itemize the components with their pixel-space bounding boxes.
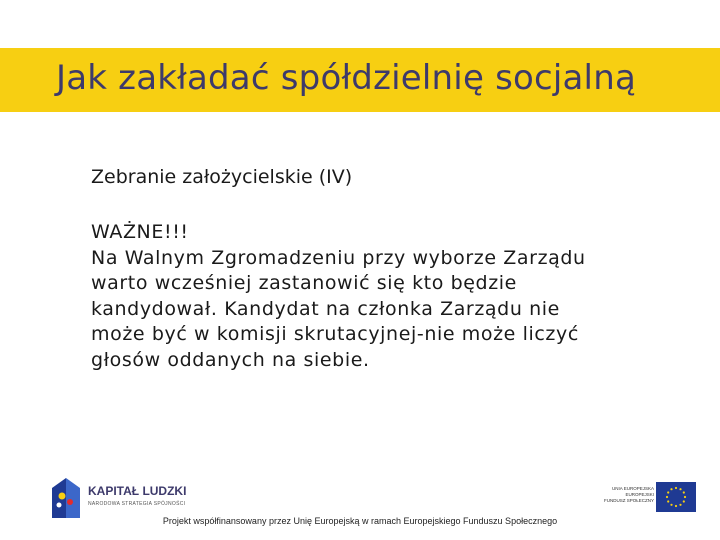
body-line: WAŻNE!!! [91,221,189,243]
body-line: warto wcześniej zastanowić się kto będzie [91,272,517,294]
slide-subtitle: Zebranie założycielskie (IV) [91,166,353,188]
slide-title: Jak zakładać spółdzielnię socjalną [56,58,636,98]
eu-flag-icon [656,482,696,512]
body-line: Na Walnym Zgromadzeniu przy wyborze Zarządu [91,246,586,269]
body-line: może być w komisji skrutacyjnej-nie może liczyć [91,323,579,345]
kapital-ludzki-icon [48,474,82,518]
body-line: kandydował. Kandydat na członka Zarządu nie [91,297,560,320]
eu-text-line: UNIA EUROPEJSKA [611,486,654,491]
eu-text-line: EUROPEJSKI [625,492,654,497]
footer-text: Projekt współfinansowany przez Unię Europejską w ramach Europejskiego Funduszu Społecznego [162,516,558,526]
body-line: głosów oddanych na siebie. [91,348,370,371]
kapital-ludzki-logo [48,474,228,518]
eu-text-line: FUNDUSZ SPOŁECZNY [603,498,654,503]
kapital-ludzki-tagline: NARODOWA STRATEGIA SPÓJNOŚCI [88,501,186,507]
eu-logo-text [596,486,654,504]
kapital-ludzki-name: KAPITAŁ LUDZKI [88,484,187,498]
slide-body [91,220,691,373]
eu-logo [596,482,700,514]
